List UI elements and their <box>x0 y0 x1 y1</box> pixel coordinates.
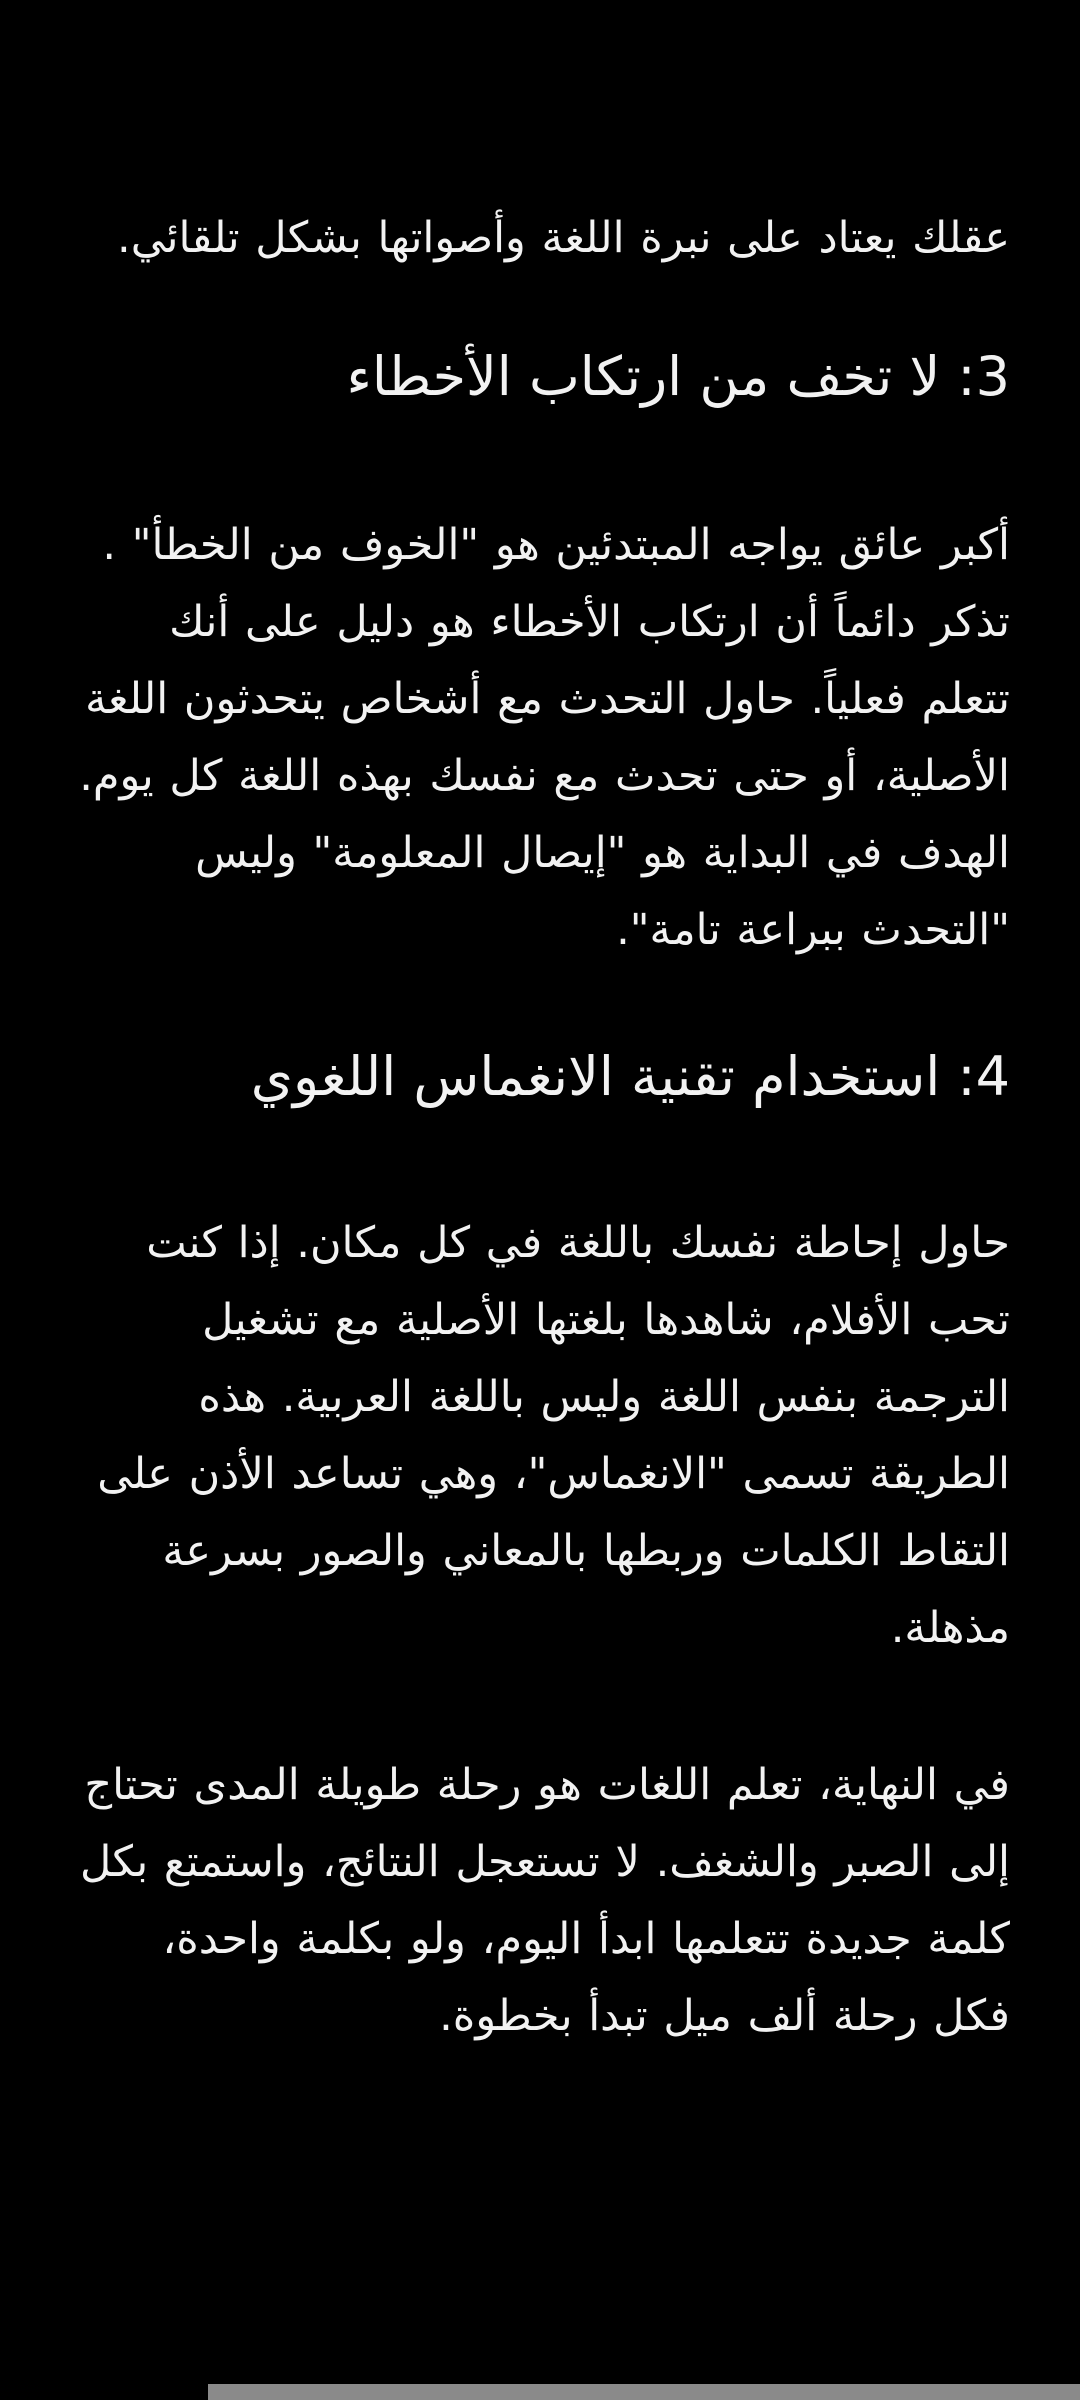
section-4-heading: 4: استخدام تقنية الانغماس اللغوي <box>250 1045 1010 1108</box>
section-3-paragraph: أكبر عائق يواجه المبتدئين هو "الخوف من الخطأ" . تذكر دائماً أن ارتكاب الأخطاء هو دليل على أنك تتعلم فعلياً. حاول التحدث مع أشخاص يتحدثون اللغة الأصلية، أو حتى تحدث مع نفسك بهذه اللغة كل يوم. الهدف في البداية هو "إيصال المعلومة" وليس "التحدث ببراعة تامة". <box>79 520 1010 955</box>
article-content <box>70 200 1010 2055</box>
section-3-heading: 3: لا تخف من ارتكاب الأخطاء <box>346 345 1010 408</box>
section-4-paragraph: حاول إحاطة نفسك باللغة في كل مكان. إذا كنت تحب الأفلام، شاهدها بلغتها الأصلية مع تشغيل الترجمة بنفس اللغة وليس باللغة العربية. هذه الطريقة تسمى "الانغماس"، وهي تساعد الأذن على التقاط الكلمات وربطها بالمعاني والصور بسرعة مذهلة. <box>97 1218 1010 1653</box>
scroll-indicator[interactable] <box>208 2384 1080 2400</box>
intro-paragraph-tail: عقلك يعتاد على نبرة اللغة وأصواتها بشكل تلقائي. <box>117 213 1010 263</box>
conclusion-paragraph: في النهاية، تعلم اللغات هو رحلة طويلة المدى تحتاج إلى الصبر والشغف. لا تستعجل النتائج، واستمتع بكل كلمة جديدة تتعلمها ابدأ اليوم، ولو بكلمة واحدة، فكل رحلة ألف ميل تبدأ بخطوة. <box>79 1760 1010 2041</box>
